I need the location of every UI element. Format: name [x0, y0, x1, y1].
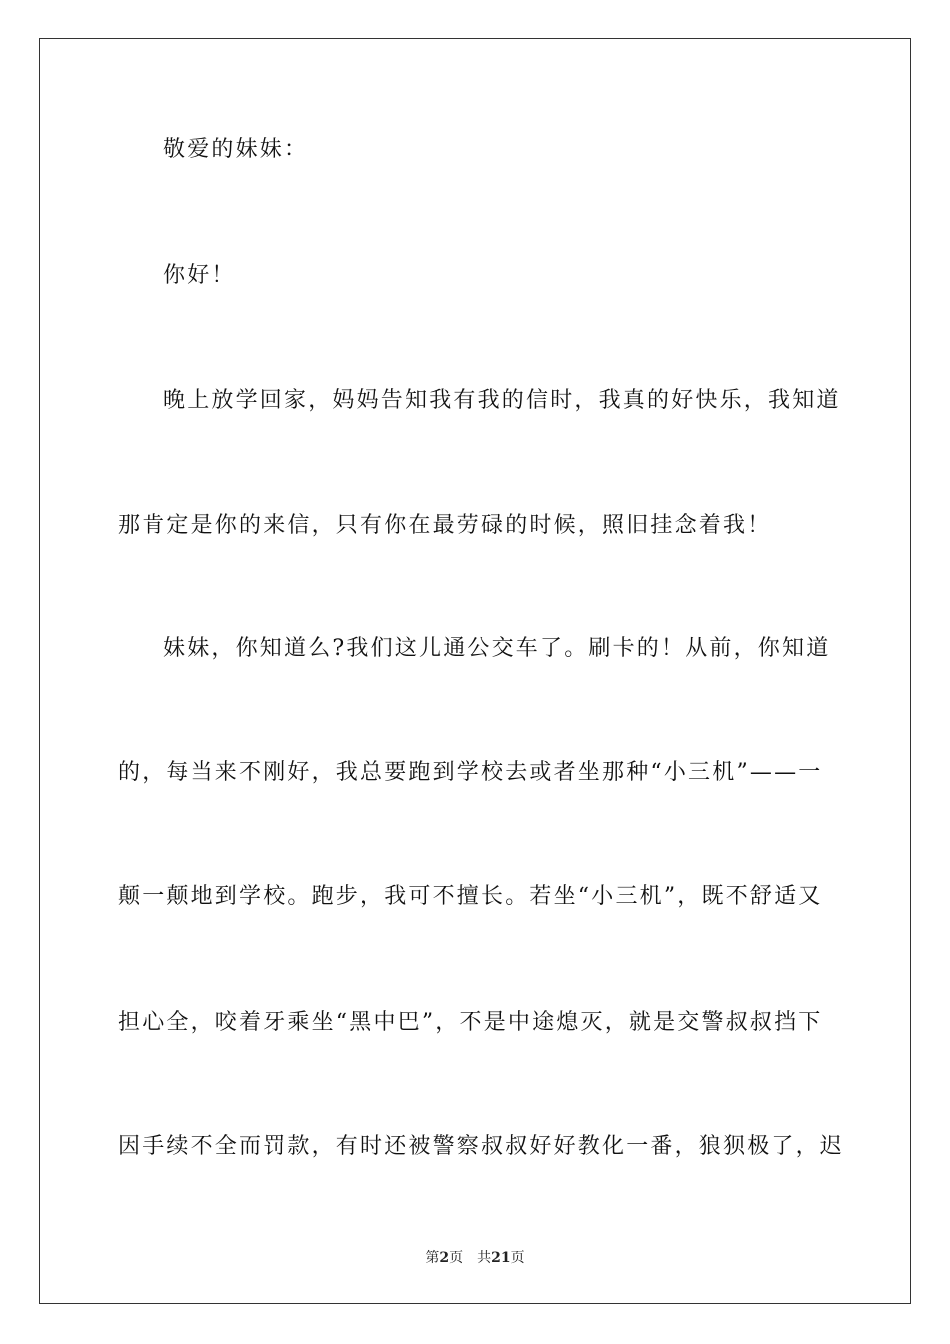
- letter-hello: 你好！: [163, 263, 236, 288]
- paragraph-line-1: 晚上放学回家，妈妈告知我有我的信时，我真的好快乐，我知道: [163, 388, 841, 413]
- footer-page-suffix: 页: [449, 1250, 464, 1266]
- letter-greeting: 敬爱的妹妹：: [163, 137, 309, 162]
- paragraph-line-3: 妹妹，你知道么?我们这儿通公交车了。刷卡的！从前，你知道: [163, 636, 831, 661]
- paragraph-line-7: 因手续不全而罚款，有时还被警察叔叔好好教化一番，狼狈极了，迟: [118, 1134, 845, 1159]
- paragraph-line-4: 的，每当来不刚好，我总要跑到学校去或者坐那种“小三机”——一: [118, 760, 823, 785]
- footer-total-prefix: 共: [477, 1250, 492, 1266]
- footer-page-prefix: 第: [425, 1250, 440, 1266]
- footer-total-suffix: 页: [510, 1250, 525, 1266]
- paragraph-line-2: 那肯定是你的来信，只有你在最劳碌的时候，照旧挂念着我！: [118, 513, 772, 538]
- page-footer: [0, 1248, 950, 1268]
- footer-page-number: 2: [439, 1250, 450, 1266]
- paragraph-line-6: 担心全，咬着牙乘坐“黑中巴”，不是中途熄灭，就是交警叔叔挡下: [118, 1010, 823, 1035]
- footer-total-pages: 21: [491, 1250, 511, 1266]
- paragraph-line-5: 颠一颠地到学校。跑步，我可不擅长。若坐“小三机”，既不舒适又: [118, 884, 823, 909]
- page-border: [39, 38, 911, 1304]
